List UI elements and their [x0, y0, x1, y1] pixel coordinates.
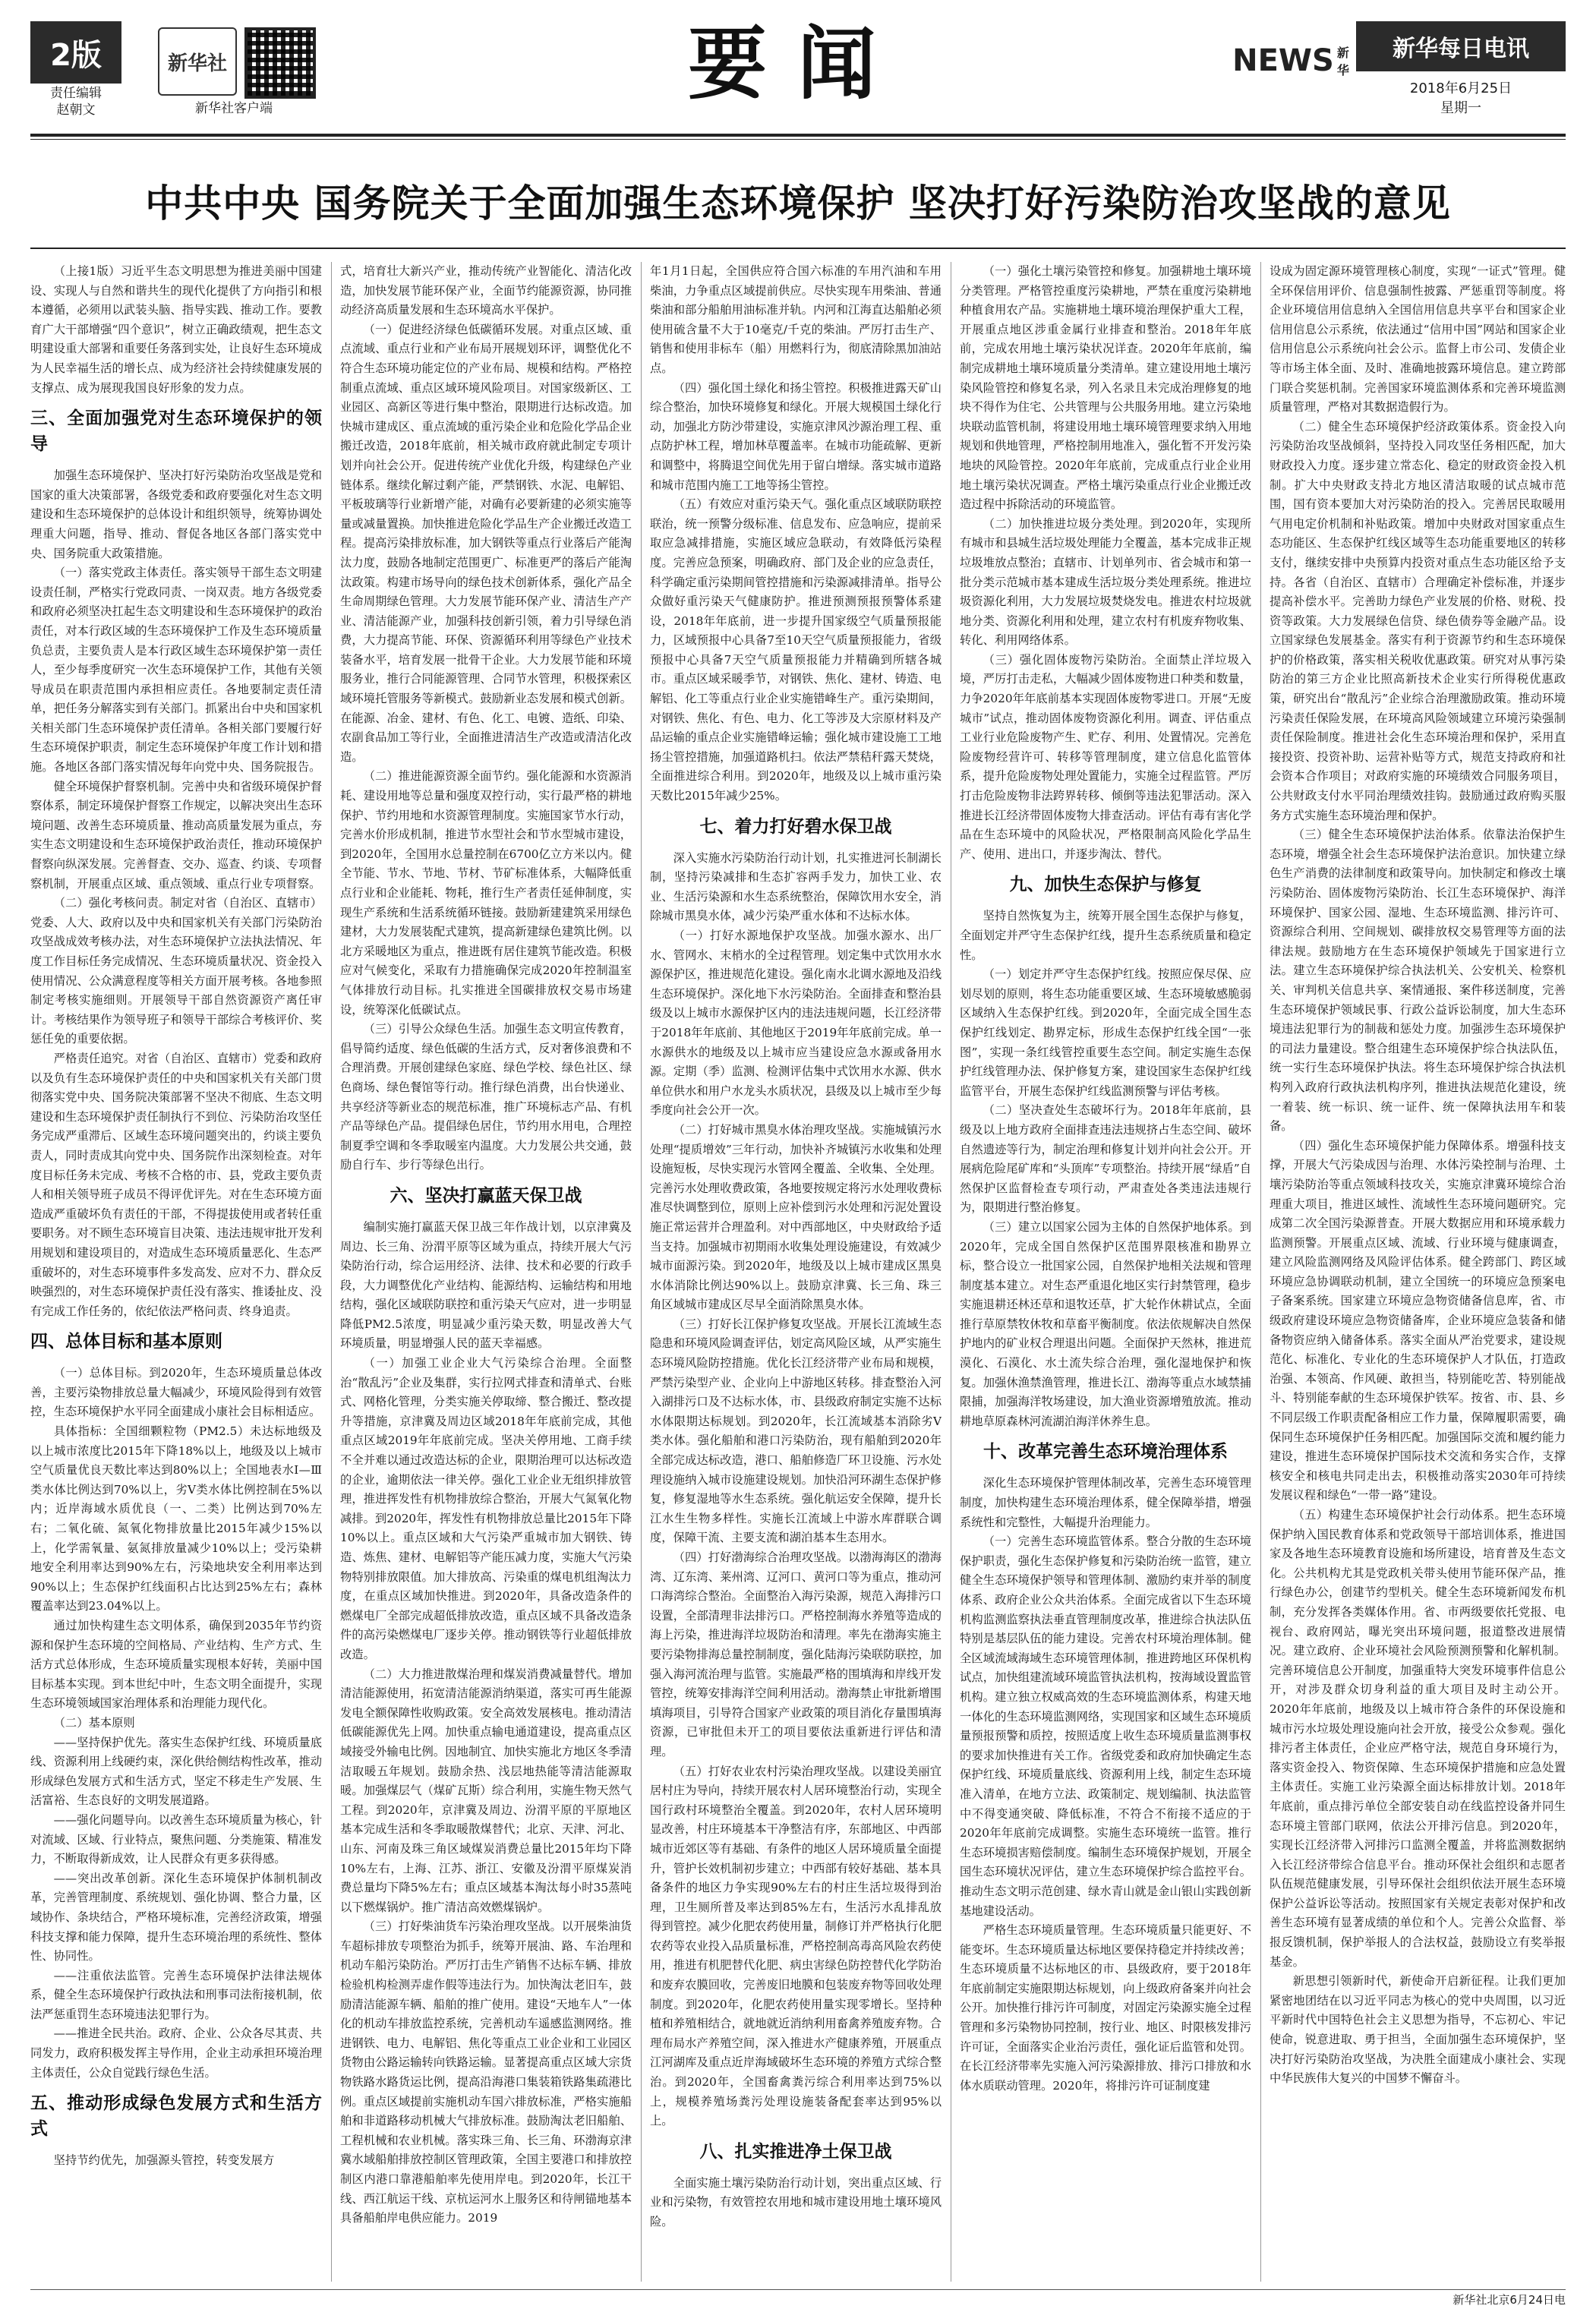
body-paragraph: （上接1版）习近平生态文明思想为推进美丽中国建设、实现人与自然和谐共生的现代化提供了方向指引和根本遵循，必须用以武装头脑、指导实践、推动工作。要教育广大干部增强“四个意识”，树立正确政绩观，把生态文明建设重大部署和重要任务落到实处，让良好生态环境成为人民幸福生活的增长点、成为经济社会持续健康发展的支撑点、成为展现我国良好形象的发力点。 [30, 264, 322, 395]
weekday-text: 星期一 [1440, 100, 1481, 116]
body-paragraph: 式，培育壮大新兴产业，推动传统产业智能化、清洁化改造，加快发展节能环保产业，全面节约能源资源，协同推动经济高质量发展和生态环境高水平保护。 [340, 264, 632, 317]
editor-name: 赵朝文 [56, 103, 96, 118]
qr-code-icon [244, 27, 316, 99]
body-paragraph: （三）打好柴油货车污染治理攻坚战。以开展柴油货车超标排放专项整治为抓手，统筹开展油、路、车治理和机动车船污染防治。严厉打击生产销售不达标车辆、排放检验机构检测弄虚作假等违法行为。加快淘汰老旧车，鼓励清洁能源车辆、船舶的推广使用。建设“天地车人”一体化的机动车排放监控系统，完善机动车遥感监测网络。推进钢铁、电力、电解铝、焦化等重点工业企业和工业园区货物由公路运输转向铁路运输。显著提高重点区域大宗货物铁路水路货运比例，提高沿海港口集装箱铁路集疏港比例。重点区域提前实施机动车国六排放标准，严格实施船舶和非道路移动机械大气排放标准。鼓励淘汰老旧船舶、工程机械和农业机械。落实珠三角、长三角、环渤海京津冀水域船舶排放控制区管理政策，全国主要港口和排放控制区内港口靠港船舶率先使用岸电。到2020年，长江干线、西江航运干线、京杭运河水上服务区和待闸锚地基本具备船舶岸电供应能力。2019 [340, 1919, 632, 2225]
client-label: 新华社客户端 [195, 101, 273, 116]
body-paragraph: 通过加快构建生态文明体系，确保到2035年节约资源和保护生态环境的空间格局、产业结构、生产方式、生活方式总体形成，生态环境质量实现根本好转，美丽中国目标基本实现。到本世纪中叶，生态文明全面提升，实现生态环境领域国家治理体系和治理能力现代化。 [30, 1619, 322, 1711]
news-logo [1232, 30, 1349, 91]
editor-info [30, 85, 121, 118]
article-column-2 [340, 262, 632, 2285]
masthead-rule [30, 134, 1566, 137]
section-heading: 五、推动形成绿色发展方式和生活方式 [30, 2093, 322, 2140]
body-paragraph: （二）强化考核问责。制定对省（自治区、直辖市）党委、人大、政府以及中央和国家机关有关部门污染防治攻坚战成效考核办法，对生态环境保护立法执法情况、年度工作目标任务完成情况、生态环境质量状况、资金投入使用情况、公众满意程度等相关方面开展考核。各地参照制定考核实施细则。开展领导干部自然资源资产离任审计。考核结果作为领导班子和领导干部综合考核评价、奖惩任免的重要依据。 [30, 896, 322, 1046]
article-column-1 [30, 262, 322, 2285]
body-paragraph: （一）加强工业企业大气污染综合治理。全面整治“散乱污”企业及集群，实行拉网式排查和清单式、台账式、网格化管理，分类实施关停取缔、整合搬迁、整改提升等措施，京津冀及周边区域2018年年底前完成，其他重点区域2019年年底前完成。坚决关停用地、工商手续不全并难以通过改造达标的企业，限期治理可以达标改造的企业，逾期依法一律关停。强化工业企业无组织排放管理，推进挥发性有机物排放综合整治，开展大气氮氧化物减排。到2020年，挥发性有机物排放总量比2015年下降10%以上。重点区域和大气污染严重城市加大钢铁、铸造、炼焦、建材、电解铝等产能压减力度，实施大气污染物特别排放限值。加大排放高、污染重的煤电机组淘汰力度，在重点区域加快推进。到2020年，具备改造条件的燃煤电厂全部完成超低排放改造，重点区域不具备改造条件的高污染燃煤电厂逐步关停。推动钢铁等行业超低排放改造。 [340, 1356, 632, 1661]
body-paragraph: （二）加快推进垃圾分类处理。到2020年，实现所有城市和县城生活垃圾处理能力全覆盖，基本完成非正规垃圾堆放点整治；直辖市、计划单列市、省会城市和第一批分类示范城市基本建成生活垃圾分类处理系统。推进垃圾资源化利用，大力发展垃圾焚烧发电。推进农村垃圾就地分类、资源化利用和处理，建立农村有机废弃物收集、转化、利用网络体系。 [960, 516, 1251, 648]
body-paragraph: （三）打好长江保护修复攻坚战。开展长江流域生态隐患和环境风险调查评估，划定高风险区域，从严实施生态环境风险防控措施。优化长江经济带产业布局和规模，严禁污染型产业、企业向上中游地区转移。排查整治入河入湖排污口及不达标水体，市、县级政府制定实施不达标水体限期达标规划。到2020年，长江流域基本消除劣Ⅴ类水体。强化船舶和港口污染防治，现有船舶到2020年全部完成达标改造，港口、船舶修造厂环卫设施、污水处理设施纳入城市设施建设规划。加快沿河环湖生态保护修复，修复湿地等水生态系统。强化航运安全保障，提升长江水生生物多样性。实施长江流域上中游水库群联合调度，保障干流、主要支流和湖泊基本生态用水。 [650, 1317, 942, 1545]
xinhua-logo: 新华社 [158, 27, 237, 96]
section-heading: 七、着力打好碧水保卫战 [699, 816, 892, 837]
paper-name: 新华每日电讯 [1356, 21, 1566, 71]
masthead-rule-thin [30, 139, 1566, 140]
body-paragraph: （四）强化生态环境保护能力保障体系。增强科技支撑，开展大气污染成因与治理、水体污染控制与治理、土壤污染防治等重点领域科技攻关，实施京津冀环境综合治理重大项目，推进区域性、流域性生态环境问题研究。完成第二次全国污染源普查。开展大数据应用和环境承载力监测预警。开展重点区域、流域、行业环境与健康调查，建立风险监测网络及风险评估体系。健全跨部门、跨区域环境应急协调联动机制，建立全国统一的环境应急预案电子备案系统。国家建立环境应急物资储备信息库，省、市级政府建设环境应急物资储备库，企业环境应急装备和储备物资应纳入储备体系。落实全面从严治党要求，建设规范化、标准化、专业化的生态环境保护人才队伍，打造政治强、本领高、作风硬、敢担当，特别能吃苦、特别能战斗、特别能奉献的生态环境保护铁军。按省、市、县、乡不同层级工作职责配备相应工作力量，保障履职需要，确保同生态环境保护任务相匹配。加强国际交流和履约能力建设，推进生态环境保护国际技术交流和务实合作，支撑核安全和核电共同走出去，积极推动落实2030年可持续发展议程和绿色“一带一路”建设。 [1270, 1138, 1566, 1503]
section-heading: 八、扎实推进净土保卫战 [699, 2141, 892, 2162]
body-paragraph: （五）打好农业农村污染治理攻坚战。以建设美丽宜居村庄为导向，持续开展农村人居环境整治行动，实现全国行政村环境整治全覆盖。到2020年，农村人居环境明显改善，村庄环境基本干净整洁有序，东部地区、中西部城市近郊区等有基础、有条件的地区人居环境质量全面提升，管护长效机制初步建立；中西部有较好基础、基本具备条件的地区力争实现90%左右的村庄生活垃圾得到治理，卫生厕所普及率达到85%左右，生活污水乱排乱放得到管控。减少化肥农药使用量，制修订并严格执行化肥农药等农业投入品质量标准，严格控制高毒高风险农药使用，推进有机肥替代化肥、病虫害绿色防控替代化学防治和废弃农膜回收，完善废旧地膜和包装废弃物等回收处理制度。到2020年，化肥农药使用量实现零增长。坚持种植和养殖相结合，就地就近消纳利用畜禽养殖废弃物。合理布局水产养殖空间，深入推进水产健康养殖，开展重点江河湖库及重点近岸海域破坏生态环境的养殖方式综合整治。到2020年，全国畜禽粪污综合利用率达到75%以上，规模养殖场粪污处理设施装备配套率达到95%以上。 [650, 1764, 942, 2128]
masthead [0, 0, 1596, 137]
body-paragraph: （二）大力推进散煤治理和煤炭消费减量替代。增加清洁能源使用，拓宽清洁能源消纳渠道，落实可再生能源发电全额保障性收购政策。安全高效发展核电。推动清洁低碳能源优先上网。加快重点输电通道建设，提高重点区域接受外输电比例。因地制宜、加快实施北方地区冬季清洁取暖五年规划。鼓励余热、浅层地热能等清洁能源取暖。加强煤层气（煤矿瓦斯）综合利用，实施生物天然气工程。到2020年，京津冀及周边、汾渭平原的平原地区基本完成生活和冬季取暖散煤替代；北京、天津、河北、山东、河南及珠三角区域煤炭消费总量比2015年均下降10%左右，上海、江苏、浙江、安徽及汾渭平原煤炭消费总量均下降5%左右；重点区域基本淘汰每小时35蒸吨以下燃煤锅炉。推广清洁高效燃煤锅炉。 [340, 1667, 632, 1914]
body-paragraph: 严格生态环境质量管理。生态环境质量只能更好、不能变坏。生态环境质量达标地区要保持稳定并持续改善；生态环境质量不达标地区的市、县级政府，要于2018年年底前制定实施限期达标规划，向上级政府备案并向社会公开。加快推行排污许可制度，对固定污染源实施全过程管理和多污染物协同控制，按行业、地区、时限核发排污许可证，全面落实企业治污责任，强化证后监管和处罚。在长江经济带率先实施入河污染源排放、排污口排放和水体水质联动管理。2020年，将排污许可证制度建 [960, 1923, 1251, 2093]
body-paragraph: 深入实施水污染防治行动计划，扎实推进河长制湖长制，坚持污染减排和生态扩容两手发力，加快工业、农业、生活污染源和水生态系统整治，保障饮用水安全，消除城市黑臭水体，减少污染严重水体和不达标水体。 [650, 850, 942, 923]
body-paragraph: 编制实施打赢蓝天保卫战三年作战计划，以京津冀及周边、长三角、汾渭平原等区域为重点，持续开展大气污染防治行动，综合运用经济、法律、技术和必要的行政手段，大力调整优化产业结构、能源结构、运输结构和用地结构，强化区域联防联控和重污染天气应对，进一步明显降低PM2.5浓度，明显减少重污染天数，明显改善大气环境质量，明显增强人民的蓝天幸福感。 [340, 1219, 632, 1351]
body-paragraph: ——坚持保护优先。落实生态保护红线、环境质量底线、资源利用上线硬约束，深化供给侧结构性改革，推动形成绿色发展方式和生活方式，坚定不移走生产发展、生活富裕、生态良好的文明发展道路。 [30, 1735, 322, 1808]
body-paragraph: （二）坚决查处生态破坏行为。2018年年底前，县级及以上地方政府全面排查违法违规挤占生态空间、破坏自然遗迹等行为，制定治理和修复计划并向社会公开。开展病危险尾矿库和“头顶库”专项整治。持续开展“绿盾”自然保护区监督检查专项行动，严肃查处各类违法违规行为，限期进行整治修复。 [960, 1103, 1251, 1215]
body-paragraph: （一）打好水源地保护攻坚战。加强水源水、出厂水、管网水、末梢水的全过程管理。划定集中式饮用水水源保护区，推进规范化建设。强化南水北调水源地及沿线生态环境保护。深化地下水污染防治。全面排查和整治县级及以上城市水源保护区内的违法违规问题，长江经济带于2018年年底前、其他地区于2019年年底前完成。单一水源供水的地级及以上城市应当建设应急水源或备用水源。定期（季）监测、检测评估集中式饮用水水源、供水单位供水和用户水龙头水质状况，县级及以上城市至少每季度向社会公开一次。 [650, 929, 942, 1118]
body-paragraph: ——突出改革创新。深化生态环境保护体制机制改革，完善管理制度、系统规划、强化协调、整合力量，区域协作、条块结合，严格环境标准，完善经济政策，增强科技支撑和能力保障，提升生态环境治理的系统性、整体性、协同性。 [30, 1871, 322, 1963]
body-paragraph: （二）打好城市黑臭水体治理攻坚战。实施城镇污水处理“提质增效”三年行动，加快补齐城镇污水收集和处理设施短板，尽快实现污水管网全覆盖、全收集、全处理。完善污水处理收费政策，各地要按规定将污水处理收费标准尽快调整到位，原则上应补偿到污水处理和污泥处置设施正常运营并合理盈利。对中西部地区，中央财政给予适当支持。加强城市初期雨水收集处理设施建设，有效减少城市面源污染。到2020年，地级及以上城市建成区黑臭水体消除比例达90%以上。鼓励京津冀、长三角、珠三角区域城市建成区尽早全面消除黑臭水体。 [650, 1122, 942, 1312]
body-paragraph: （三）健全生态环境保护法治体系。依靠法治保护生态环境，增强全社会生态环境保护法治意识。加快建立绿色生产消费的法律制度和政策导向。加快制定和修改土壤污染防治、固体废物污染防治、长江生态环境保护、海洋环境保护、国家公园、湿地、生态环境监测、排污许可、资源综合利用、空间规划、碳排放权交易管理等方面的法律法规。鼓励地方在生态环境保护领域先于国家进行立法。建立生态环境保护综合执法机关、公安机关、检察机关、审判机关信息共享、案情通报、案件移送制度，完善生态环境保护领域民事、行政公益诉讼制度，加大生态环境违法犯罪行为的制裁和惩处力度。加强涉生态环境保护的司法力量建设。整合组建生态环境保护综合执法队伍，统一实行生态环境保护执法。将生态环境保护综合执法机构列入政府行政执法机构序列，推进执法规范化建设，统一着装、统一标识、统一证件、统一保障执法用车和装备。 [1270, 828, 1566, 1134]
article-column-3 [650, 262, 942, 2285]
body-paragraph: 全面实施土壤污染防治行动计划，突出重点区域、行业和污染物，有效管控农用地和城市建设用地土壤环境风险。 [650, 2175, 942, 2228]
body-paragraph: （三）引导公众绿色生活。加强生态文明宣传教育，倡导简约适度、绿色低碳的生活方式，反对奢侈浪费和不合理消费。开展创建绿色家庭、绿色学校、绿色社区、绿色商场、绿色餐馆等行动。推行绿色消费，出台快递业、共享经济等新业态的规范标准，推广环境标志产品、有机产品等绿色产品。提倡绿色居住，节约用水用电，合理控制夏季空调和冬季取暖室内温度。大力发展公共交通，鼓励自行车、步行等绿色出行。 [340, 1022, 632, 1172]
body-paragraph: 深化生态环境保护管理体制改革，完善生态环境管理制度，加快构建生态环境治理体系，健全保障举措，增强系统性和完整性，大幅提升治理能力。 [960, 1476, 1251, 1529]
body-paragraph: （四）强化国土绿化和扬尘管控。积极推进露天矿山综合整治，加快环境修复和绿化。开展大规模国土绿化行动，加强北方防沙带建设，实施京津风沙源治理工程、重点防护林工程，增加林草覆盖率。在城市功能疏解、更新和调整中，将腾退空间优先用于留白增绿。落实城市道路和城市范围内施工工地等扬尘管控。 [650, 380, 942, 492]
section-heading: 九、加快生态保护与修复 [1009, 875, 1202, 895]
body-paragraph: （二）推进能源资源全面节约。强化能源和水资源消耗、建设用地等总量和强度双控行动，实行最严格的耕地保护、节约用地和水资源管理制度。实施国家节水行动，完善水价形成机制，推进节水型社会和节水型城市建设，到2020年，全国用水总量控制在6700亿立方米以内。健全节能、节水、节地、节材、节矿标准体系，大幅降低重点行业和企业能耗、物耗，推行生产者责任延伸制度，实现生产系统和生活系统循环链接。鼓励新建建筑采用绿色建材，大力发展装配式建筑，提高新建绿色建筑比例。以北方采暖地区为重点，推进既有居住建筑节能改造。积极应对气候变化，采取有力措施确保完成2020年控制温室气体排放行动目标。扎实推进全国碳排放权交易市场建设，统筹深化低碳试点。 [340, 769, 632, 1017]
section-heading: 六、坚决打赢蓝天保卫战 [390, 1185, 582, 1206]
body-paragraph: 坚持节约优先，加强源头管控，转变发展方 [53, 2153, 275, 2168]
article-headline: 中共中央 国务院关于全面加强生态环境保护 坚决打好污染防治攻坚战的意见 [145, 181, 1451, 226]
body-paragraph: 设成为固定源环境管理核心制度，实现“一证式”管理。健全环保信用评价、信息强制性披露、严惩重罚等制度。将企业环境信用信息纳入全国信用信息共享平台和国家企业信用信息公示系统，依法通过“信用中国”网站和国家企业信用信息公示系统向社会公示。监督上市公司、发债企业等市场主体全面、及时、准确地披露环境信息。建立跨部门联合奖惩机制。完善国家环境监测体系和完善环境监测质量管理，严格对其数据造假行为。 [1270, 264, 1566, 415]
body-paragraph: 年1月1日起，全国供应符合国六标准的车用汽油和车用柴油，力争重点区域提前供应。尽快实现车用柴油、普通柴油和部分船舶用油标准并轨。内河和江海直达船舶必须使用硫含量不大于10毫克/千克的柴油。严厉打击生产、销售和使用非标车（船）用燃料行为，彻底清除黑加油站点。 [650, 264, 942, 375]
body-paragraph: 加强生态环境保护、坚决打好污染防治攻坚战是党和国家的重大决策部署，各级党委和政府要强化对生态文明建设和生态环境保护的总体设计和组织领导，统筹协调处理重大问题，指导、推动、督促各地区各部门落实党中央、国务院重大政策措施。 [30, 468, 322, 560]
body-paragraph: （一）落实党政主体责任。落实领导干部生态文明建设责任制，严格实行党政同责、一岗双责。地方各级党委和政府必须坚决扛起生态文明建设和生态环境保护的政治责任，对本行政区域的生态环境保护工作及生态环境质量负总责，主要负责人是本行政区域生态环境保护第一责任人，至少每季度研究一次生态环境保护工作，其他有关领导成员在职责范围内承担相应责任。各地要制定责任清单，把任务分解落实到有关部门。抓紧出台中央和国家机关相关部门生态环境保护责任清单。各相关部门要履行好生态环境保护职责，制定生态环境保护年度工作计划和措施。各地区各部门落实情况每年向党中央、国务院报告。 [30, 566, 322, 774]
section-heading: 四、总体目标和基本原则 [30, 1332, 222, 1352]
body-paragraph: 坚持自然恢复为主，统筹开展全国生态保护与修复，全面划定并严守生态保护红线，提升生态系统质量和稳定性。 [960, 909, 1251, 962]
body-paragraph: （五）构建生态环境保护社会行动体系。把生态环境保护纳入国民教育体系和党政领导干部培训体系，推进国家及各地生态环境教育设施和场所建设，培育普及生态文化。公共机构尤其是党政机关带头使用节能环保产品，推行绿色办公，创建节约型机关。健全生态环境新闻发布机制，充分发挥各类媒体作用。省、市两级要依托党报、电视台、政府网站，曝光突出环境问题，报道整改进展情况。建立政府、企业环境社会风险预测预警和化解机制。完善环境信息公开制度，加强重特大突发环境事件信息公开，对涉及群众切身利益的重大项目及时主动公开。2020年年底前，地级及以上城市符合条件的环保设施和城市污水垃圾处理设施向社会开放，接受公众参观。强化排污者主体责任，企业应严格守法，规范自身环境行为，落实资金投入、物资保障、生态环境保护措施和应急处置主体责任。实施工业污染源全面达标排放计划。2018年年底前，重点排污单位全部安装自动在线监控设备并同生态环境主管部门联网，依法公开排污信息。到2020年，实现长江经济带入河排污口监测全覆盖，并将监测数据纳入长江经济带综合信息平台。推动环保社会组织和志愿者队伍规范健康发展，引导环保社会组织依法开展生态环境保护公益诉讼等活动。按照国家有关规定表彰对保护和改善生态环境有显著成绩的单位和个人。完善公众监督、举报反馈机制，保护举报人的合法权益，鼓励设立有奖举报基金。 [1270, 1508, 1566, 1969]
dateline-note: 新华社北京6月24日电 [1452, 2293, 1566, 2307]
article-column-4 [960, 262, 1251, 2285]
body-paragraph: （四）打好渤海综合治理攻坚战。以渤海海区的渤海湾、辽东湾、莱州湾、辽河口、黄河口等为重点，推动河口海湾综合整治。全面整治入海污染源，规范入海排污口设置，全部清理非法排污口。严格控制海水养殖等造成的海上污染，推进海洋垃圾防治和清理。率先在渤海实施主要污染物排海总量控制制度，强化陆海污染联防联控，加强入海河流治理与监管。实施最严格的围填海和岸线开发管控，统筹安排海洋空间利用活动。渤海禁止审批新增围填海项目，引导符合国家产业政策的项目消化存量围填海资源，已审批但未开工的项目要依法重新进行评估和清理。 [650, 1550, 942, 1758]
column-divider [641, 262, 642, 2282]
body-paragraph: ——强化问题导向。以改善生态环境质量为核心，针对流域、区域、行业特点，聚焦问题、分类施策、精准发力，不断取得新成效，让人民群众有更多获得感。 [30, 1812, 322, 1866]
news-logo-sub: 新华 [1336, 46, 1349, 77]
body-paragraph: （五）有效应对重污染天气。强化重点区域联防联控联治，统一预警分级标准、信息发布、应急响应，提前采取应急减排措施，实施区域应急联动，有效降低污染程度。完善应急预案，明确政府、部门及企业的应急责任，科学确定重污染期间管控措施和污染源减排清单。指导公众做好重污染天气健康防护。推进预测预报预警体系建设，2018年年底前，进一步提升国家级空气质量预报能力，区域预报中心具备7至10天空气质量预报能力，省级预报中心具备7天空气质量预报能力并精确到所辖各城市。重点区域采暖季节，对钢铁、焦化、建材、铸造、电解铝、化工等重点行业企业实施错峰生产。重污染期间，对钢铁、焦化、有色、电力、化工等涉及大宗原材料及产品运输的重点企业实施错峰运输；强化城市建设施工工地扬尘管控措施，加强道路机扫。依法严禁秸秆露天焚烧，全面推进综合利用。到2020年，地级及以上城市重污染天数比2015年减少25%。 [650, 497, 942, 803]
body-paragraph: 健全环境保护督察机制。完善中央和省级环境保护督察体系，制定环境保护督察工作规定，以解决突出生态环境问题、改善生态环境质量、推动高质量发展为重点，夯实生态文明建设和生态环境保护政治责任，推动环境保护督察向纵深发展。完善督查、交办、巡查、约谈、专项督察机制，开展重点区域、重点领域、重点行业专项督察。 [30, 779, 322, 891]
body-paragraph: （三）建立以国家公园为主体的自然保护地体系。到2020年，完成全国自然保护区范围界限核准和勘界立标，整合设立一批国家公园，自然保护地相关法规和管理制度基本建立。对生态严重退化地区实行封禁管理，稳步实施退耕还林还草和退牧还草，扩大轮作休耕试点，全面推行草原禁牧休牧和草畜平衡制度。依法依规解决自然保护地内的矿业权合理退出问题。全面保护天然林，推进荒漠化、石漠化、水土流失综合治理，强化湿地保护和恢复。加强休渔禁渔管理，推进长江、渤海等重点水域禁捕限捕，加强海洋牧场建设，加大渔业资源增殖放流。推动耕地草原森林河流湖泊海洋休养生息。 [960, 1219, 1251, 1428]
article-column-5 [1270, 262, 1566, 2285]
section-heading: 十、改革完善生态环境治理体系 [983, 1442, 1228, 1462]
headline-rule [30, 248, 1566, 249]
column-divider [1260, 262, 1261, 2282]
date-text: 2018年6月25日 [1409, 80, 1512, 96]
body-paragraph: ——推进全民共治。政府、企业、公众各尽其责、共同发力，政府积极发挥主导作用，企业主动承担环境治理主体责任，公众自觉践行绿色生活。 [30, 2027, 322, 2080]
section-heading: 三、全面加强党对生态环境保护的领导 [30, 408, 322, 455]
news-logo-text: NEWS [1232, 43, 1334, 78]
body-paragraph: （一）总体目标。到2020年，生态环境质量总体改善，主要污染物排放总量大幅减少，环境风险得到有效管控，生态环境保护水平同全面建成小康社会目标相适应。 [30, 1366, 322, 1419]
body-paragraph: 新思想引领新时代，新使命开启新征程。让我们更加紧密地团结在以习近平同志为核心的党中央周围，以习近平新时代中国特色社会主义思想为指导，不忘初心、牢记使命，锐意进取、勇于担当，全面加强生态环境保护，坚决打好污染防治攻坚战，为决胜全面建成小康社会、实现中华民族伟大复兴的中国梦不懈奋斗。 [1270, 1974, 1566, 2086]
body-paragraph: （三）强化固体废物污染防治。全面禁止洋垃圾入境，严厉打击走私，大幅减少固体废物进口种类和数量，力争2020年年底前基本实现固体废物零进口。开展“无废城市”试点，推动固体废物资源化利用。调查、评估重点工业行业危险废物产生、贮存、利用、处置情况。完善危险废物经营许可、转移等管理制度，建立信息化监管体系，提升危险废物处理处置能力，实施全过程监管。严厉打击危险废物非法跨界转移、倾倒等违法犯罪活动。深入推进长江经济带固体废物大排查活动。评估有毒有害化学品在生态环境中的风险状况，严格限制高风险化学品生产、使用、进出口，并逐步淘汰、替代。 [960, 652, 1251, 861]
section-title: 要闻 [687, 17, 907, 110]
body-paragraph: 严格责任追究。对省（自治区、直辖市）党委和政府以及负有生态环境保护责任的中央和国家机关有关部门贯彻落实党中央、国务院决策部署不坚决不彻底、生态文明建设和生态环境保护责任制执行不到位、污染防治攻坚任务完成严重滞后、区域生态环境问题突出的，约谈主要负责人，同时责成其向党中央、国务院作出深刻检查。对年度目标任务未完成、考核不合格的市、县，党政主要负责人和相关领导班子成员不得评优评先。对在生态环境方面造成严重破坏负有责任的干部，不得提拔使用或者转任重要职务。对不顾生态环境盲目决策、违法违规审批开发利用规划和建设项目的，对造成生态环境质量恶化、生态严重破坏的，对生态环境事件多发高发、应对不力、群众反映强烈的，对生态环境保护责任没有落实、推诿扯皮、没有完成工作任务的，依纪依法严格问责、终身追责。 [30, 1051, 322, 1318]
page-number: 2版 [30, 21, 121, 84]
body-paragraph: （一）完善生态环境监管体系。整合分散的生态环境保护职责，强化生态保护修复和污染防治统一监管，建立健全生态环境保护领导和管理体制、激励约束并举的制度体系、政府企业公众共治体系。全面完成省以下生态环境机构监测监察执法垂直管理制度改革，推进综合执法队伍特别是基层队伍的能力建设。完善农村环境治理体制。健全区域流域海域生态环境管理体制，推进跨地区环保机构试点，加快组建流域环境监管执法机构，按海域设置监管机构。建立独立权威高效的生态环境监测体系，构建天地一体化的生态环境监测网络，实现国家和区域生态环境质量预报预警和质控，按照适度上收生态环境质量监测事权的要求加快推进有关工作。省级党委和政府加快确定生态保护红线、环境质量底线、资源利用上线，制定生态环境准入清单，在地方立法、政策制定、规划编制、执法监管中不得变通突破、降低标准，不符合不衔接不适应的于2020年年底前完成调整。实施生态环境统一监管。推行生态环境损害赔偿制度。编制生态环境保护规划，开展全国生态环境状况评估，建立生态环境保护综合监控平台。推动生态文明示范创建、绿水青山就是金山银山实践创新基地建设活动。 [960, 1534, 1251, 1918]
footer-rule [30, 2289, 1566, 2290]
body-paragraph: （二）健全生态环境保护经济政策体系。资金投入向污染防治攻坚战倾斜，坚持投入同攻坚任务相匹配，加大财政投入力度。逐步建立常态化、稳定的财政资金投入机制。扩大中央财政支持北方地区清洁取暖的试点城市范围，国有资本要加大对污染防治的投入。完善居民取暖用气用电定价机制和补贴政策。增加中央财政对国家重点生态功能区、生态保护红线区域等生态功能重要地区的转移支付，继续安排中央预算内投资对重点生态功能区给予支持。各省（自治区、直辖市）合理确定补偿标准，并逐步提高补偿水平。完善助力绿色产业发展的价格、财税、投资等政策。大力发展绿色信贷、绿色债券等金融产品。设立国家绿色发展基金。落实有利于资源节约和生态环境保护的价格政策，落实相关税收优惠政策。研究对从事污染防治的第三方企业比照高新技术企业实行所得税优惠政策，研究出台“散乱污”企业综合治理激励政策。推动环境污染责任保险发展，在环境高风险领域建立环境污染强制责任保险制度。推进社会化生态环境治理和保护，采用直接投资、投资补助、运营补贴等方式，规范支持政府和社会资本合作项目；对政府实施的环境绩效合同服务项目，公共财政支付水平同治理绩效挂钩。鼓励通过政府购买服务方式实施生态环境治理和保护。 [1270, 419, 1566, 822]
body-paragraph: （二）基本原则 [53, 1715, 135, 1730]
body-paragraph: （一）划定并严守生态保护红线。按照应保尽保、应划尽划的原则，将生态功能重要区域、生态环境敏感脆弱区域纳入生态保护红线。到2020年，全面完成全国生态保护红线划定、勘界定标，形成生态保护红线全国“一张图”，实现一条红线管控重要生态空间。制定实施生态保护红线管理办法、保护修复方案，建设国家生态保护红线监管平台，开展生态保护红线监测预警与评估考核。 [960, 967, 1251, 1098]
body-paragraph: （一）强化土壤污染管控和修复。加强耕地土壤环境分类管理。严格管控重度污染耕地，严禁在重度污染耕地种植食用农产品。实施耕地土壤环境治理保护重大工程，开展重点地区涉重金属行业排查和整治。2018年年底前，完成农用地土壤污染状况详查。2020年年底前，编制完成耕地土壤环境质量分类清单。建立建设用地土壤污染风险管控和修复名录，列入名录且未完成治理修复的地块不得作为住宅、公共管理与公共服务用地。建立污染地块联动监管机制，将建设用地土壤环境管理要求纳入用地规划和供地管理，严格控制用地准入，强化暂不开发污染地块的风险管控。2020年年底前，完成重点行业企业用地土壤污染状况调查。严格土壤污染重点行业企业搬迁改造过程中拆除活动的环境监管。 [960, 264, 1251, 512]
issue-date [1356, 79, 1566, 118]
body-paragraph: （一）促进经济绿色低碳循环发展。对重点区域、重点流域、重点行业和产业布局开展规划环评，调整优化不符合生态环境功能定位的产业布局、规模和结构。严格控制重点流域、重点区域环境风险项目。对国家级新区、工业园区、高新区等进行集中整治，限期进行达标改造。加快城市建成区、重点流域的重污染企业和危险化学品企业搬迁改造，2018年底前，相关城市政府就此制定专项计划并向社会公开。促进传统产业优化升级，构建绿色产业链体系。继续化解过剩产能，严禁钢铁、水泥、电解铝、平板玻璃等行业新增产能，对确有必要新建的必须实施等量或减量置换。加快推进危险化学品生产企业搬迁改造工程。提高污染排放标准，加大钢铁等重点行业落后产能淘汰力度，鼓励各地制定范围更广、标准更严的落后产能淘汰政策。构建市场导向的绿色技术创新体系，强化产品全生命周期绿色管理。大力发展节能环保产业、清洁生产产业、清洁能源产业，加强科技创新引领，着力引导绿色消费，大力提高节能、环保、资源循环利用等绿色产业技术装备水平，培育发展一批骨干企业。大力发展节能和环境服务业，推行合同能源管理、合同节水管理，积极探索区域环境托管服务等新模式。鼓励新业态发展和模式创新。在能源、冶金、建材、有色、化工、电镀、造纸、印染、农副食品加工等行业，全面推进清洁生产改造或清洁化改造。 [340, 322, 632, 764]
body-paragraph: ——注重依法监管。完善生态环境保护法律法规体系，健全生态环境保护行政执法和刑事司法衔接机制，依法严惩重罚生态环境违法犯罪行为。 [30, 1968, 322, 2021]
column-divider [331, 262, 332, 2282]
body-paragraph: 具体指标：全国细颗粒物（PM2.5）未达标地级及以上城市浓度比2015年下降18%以上，地级及以上城市空气质量优良天数比率达到80%以上；全国地表水Ⅰ—Ⅲ类水体比例达到70%以上，劣Ⅴ类水体比例控制在5%以内；近岸海域水质优良（一、二类）比例达到70%左右；二氧化硫、氮氧化物排放量比2015年减少15%以上，化学需氧量、氨氮排放量减少10%以上；受污染耕地安全利用率达到90%左右，污染地块安全利用率达到90%以上；生态保护红线面积占比达到25%左右；森林覆盖率达到23.04%以上。 [30, 1424, 322, 1613]
editor-label: 责任编辑 [50, 86, 102, 101]
